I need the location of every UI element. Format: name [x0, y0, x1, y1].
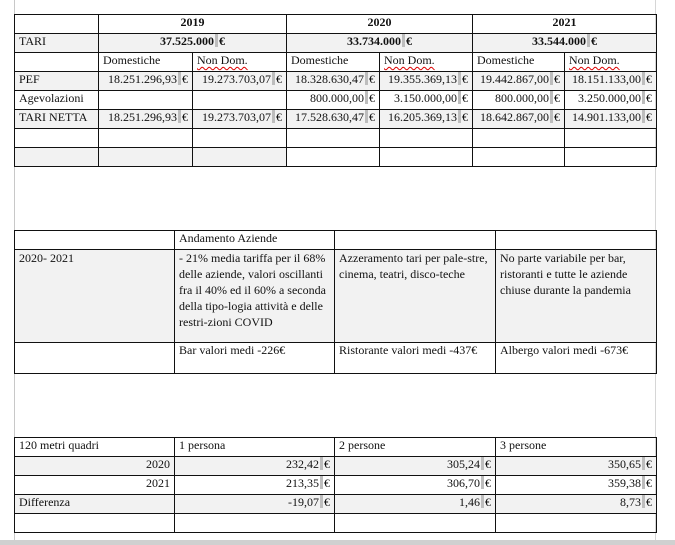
value-cell: 18.328.630,47 € — [287, 72, 380, 91]
value-cell: 232,42 € — [175, 457, 335, 476]
value-cell: 359,38 € — [496, 476, 657, 495]
value-cell: -19,07 € — [175, 495, 335, 514]
value-cell: 3.250.000,00 € — [565, 91, 657, 110]
row-label: 2021 — [15, 476, 175, 495]
tari-total-2020: 33.734.000 € — [287, 34, 473, 53]
empty-cell — [15, 231, 175, 250]
value-cell: 18.151.133,00 € — [565, 72, 657, 91]
subheader-non-dom: Non Dom. — [380, 53, 473, 72]
year-2021: 2021 — [473, 15, 657, 34]
value-cell: 19.273.703,07 € — [193, 110, 287, 129]
empty-cell — [15, 15, 99, 34]
row-label: Agevolazioni — [15, 91, 99, 110]
table-row — [15, 72, 657, 91]
subheader-domestiche: Domestiche — [99, 53, 193, 72]
value-cell: 18.251.296,93 € — [99, 110, 193, 129]
table-row — [15, 495, 657, 514]
notes-row — [15, 250, 657, 343]
value-cell: 16.205.369,13 € — [380, 110, 473, 129]
table-row — [15, 476, 657, 495]
column-3-persone: 3 persone — [496, 438, 657, 457]
table-row — [15, 110, 657, 129]
row-label: TARI NETTA — [15, 110, 99, 129]
year-2020: 2020 — [287, 15, 473, 34]
empty-row — [15, 148, 657, 167]
note-tariffa: - 21% media tariffa per il 68% delle aziende, valori oscillanti fra il 40% ed il 60% a seconda della tipo-logia attività e delle restri-zioni COVID — [175, 250, 335, 343]
metri-quadri-table — [14, 437, 657, 533]
andamento-aziende-table — [14, 230, 657, 374]
value-cell: 17.528.630,47 € — [287, 110, 380, 129]
subheader-row — [15, 53, 657, 72]
page-bottom-edge — [0, 540, 675, 545]
header-row — [15, 231, 657, 250]
subheader-domestiche: Domestiche — [287, 53, 380, 72]
ristorante-average: Ristorante valori medi -437€ — [335, 343, 496, 374]
value-cell: 305,24 € — [335, 457, 496, 476]
empty-cell — [496, 231, 657, 250]
value-cell: 18.251.296,93 € — [99, 72, 193, 91]
bar-average: Bar valori medi -226€ — [175, 343, 335, 374]
value-cell — [193, 91, 287, 110]
area-label: 120 metri quadri — [15, 438, 175, 457]
empty-cell — [335, 231, 496, 250]
value-cell: 213,35 € — [175, 476, 335, 495]
table-row — [15, 91, 657, 110]
tari-total-2019: 37.525.000 € — [99, 34, 287, 53]
subheader-domestiche: Domestiche — [473, 53, 565, 72]
tari-total-row — [15, 34, 657, 53]
subheader-non-dom: Non Dom. — [565, 53, 657, 72]
value-cell: 350,65 € — [496, 457, 657, 476]
note-azzeramento: Azzeramento tari per pale-stre, cinema, teatri, disco-teche — [335, 250, 496, 343]
header-row — [15, 438, 657, 457]
year-2019: 2019 — [99, 15, 287, 34]
value-cell — [99, 91, 193, 110]
value-cell: 19.355.369,13 € — [380, 72, 473, 91]
empty-cell — [15, 343, 175, 374]
value-cell: 800.000,00 € — [287, 91, 380, 110]
row-label: 2020 — [15, 457, 175, 476]
column-2-persone: 2 persone — [335, 438, 496, 457]
column-1-persona: 1 persona — [175, 438, 335, 457]
value-cell: 306,70 € — [335, 476, 496, 495]
row-label: Differenza — [15, 495, 175, 514]
value-cell: 8,73 € — [496, 495, 657, 514]
tari-label: TARI — [15, 34, 99, 53]
empty-row — [15, 129, 657, 148]
value-cell: 800.000,00 € — [473, 91, 565, 110]
value-cell: 14.901.133,00 € — [565, 110, 657, 129]
albergo-average: Albergo valori medi -673€ — [496, 343, 657, 374]
row-label: PEF — [15, 72, 99, 91]
note-parte-variabile: No parte variabile per bar, ristoranti e tutte le aziende chiuse durante la pandemia — [496, 250, 657, 343]
value-cell: 19.273.703,07 € — [193, 72, 287, 91]
value-cell: 18.642.867,00 € — [473, 110, 565, 129]
table-row — [15, 457, 657, 476]
empty-cell — [15, 53, 99, 72]
value-cell: 1,46 € — [335, 495, 496, 514]
tari-total-2021: 33.544.000 € — [473, 34, 657, 53]
value-cell: 3.150.000,00 € — [380, 91, 473, 110]
value-cell: 19.442.867,00 € — [473, 72, 565, 91]
andamento-aziende-header: Andamento Aziende — [175, 231, 335, 250]
period-cell: 2020- 2021 — [15, 250, 175, 343]
subheader-non-dom: Non Dom. — [193, 53, 287, 72]
averages-row — [15, 343, 657, 374]
empty-row — [15, 514, 657, 533]
year-header-row — [15, 15, 657, 34]
tari-table — [14, 14, 657, 167]
